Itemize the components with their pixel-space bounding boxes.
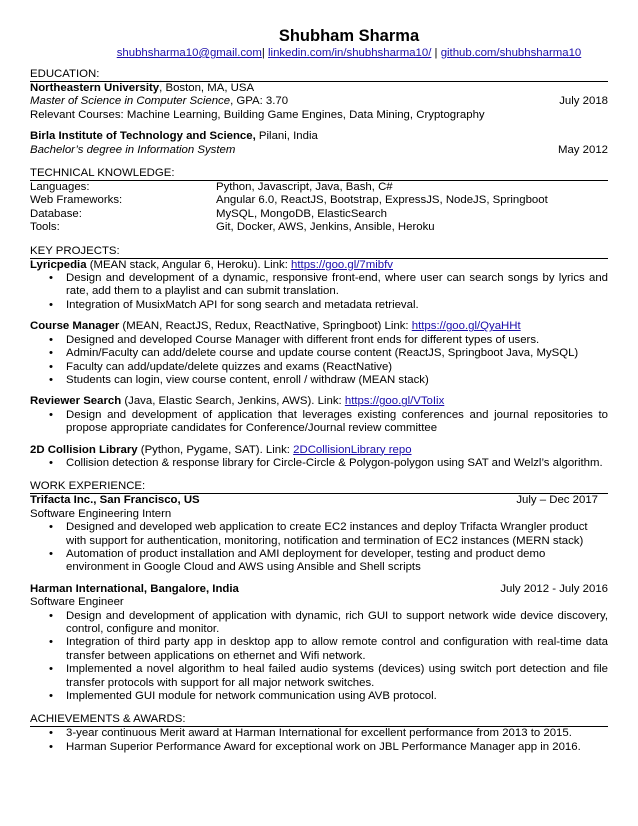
list-item: • Design and development of application that leverages existing conferences and journal repositories to propose appropriate candidates for Conference/Journal review committee — [49, 408, 608, 435]
github-link[interactable]: github.com/shubhsharma10 — [440, 47, 582, 59]
project-link[interactable]: https://goo.gl/7mibfv — [291, 258, 393, 271]
education-item — [30, 130, 608, 157]
project-tech: (MEAN, ReactJS, Redux, ReactNative, Springboot) Link: — [119, 320, 412, 333]
project-link[interactable]: https://goo.gl/QyaHHt — [411, 320, 521, 333]
separator: | — [261, 47, 265, 59]
list-item: • Designed and developed web application to create EC2 instances and deploy Trifacta Wrangler product with support for authentication, monitoring, notification and termination of EC2 instances (MERN stack) — [49, 521, 588, 547]
education-heading: EDUCATION: — [30, 68, 608, 82]
skills-table — [30, 181, 608, 235]
school-name: Northeastern University — [30, 82, 160, 94]
projects-heading: KEY PROJECTS: — [30, 245, 608, 259]
experience-heading: WORK EXPERIENCE: — [30, 480, 608, 494]
list-item: • Harman Superior Performance Award for exceptional work on JBL Performance Manager app in 2016. — [49, 740, 581, 753]
awards-heading: ACHIEVEMENTS & AWARDS: — [30, 713, 608, 727]
list-item: • Collision detection & response library for Circle-Circle & Polygon-polygon using SAT and Welzl’s algorithm. — [49, 456, 603, 469]
gpa: , GPA: 3.70 — [230, 95, 289, 108]
education-date: May 2012 — [557, 143, 608, 156]
skills-heading: TECHNICAL KNOWLEDGE: — [30, 167, 608, 181]
school-location: Pilani, India — [255, 130, 318, 143]
project-item — [30, 444, 608, 471]
list-item: • Automation of product installation and AMI deployment for developer, testing and product demo environment in Google Cloud and AWS using Ansible and Shell scripts — [49, 547, 546, 574]
resume-page — [30, 26, 608, 754]
skills-row: Tools: Git, Docker, AWS, Jenkins, Ansible, Heroku — [30, 221, 435, 234]
skills-row: Web Frameworks: Angular 6.0, ReactJS, Bootstrap, ExpressJS, NodeJS, Springboot — [30, 194, 548, 207]
project-title: Course Manager — [30, 320, 120, 333]
experience-item — [30, 494, 608, 574]
company-name: Harman International, Bangalore, India — [30, 582, 239, 595]
job-role: Software Engineer — [30, 596, 124, 609]
project-link[interactable]: 2DCollisionLibrary repo — [293, 443, 412, 456]
candidate-name: Shubham Sharma — [278, 27, 420, 45]
list-item: • Students can login, view course content, enroll / withdraw (MEAN stack) — [49, 373, 429, 386]
project-tech: (Java, Elastic Search, Jenkins, AWS). Link: — [121, 395, 345, 408]
education-item — [30, 82, 608, 122]
list-item: • 3-year continuous Merit award at Harman International for excellent performance from 2013 to 2015. — [49, 727, 572, 740]
list-item: • Admin/Faculty can add/delete course and update course content (ReactJS, Springboot Java, MySQL) — [49, 347, 579, 360]
job-role: Software Engineering Intern — [30, 507, 172, 520]
experience-date: July 2012 - July 2016 — [500, 582, 608, 595]
education-date: July 2018 — [559, 95, 608, 108]
experience-date: July – Dec 2017 — [516, 494, 598, 507]
list-item: • Integration of MusixMatch API for song search and metadata retrieval. — [49, 298, 419, 311]
skills-row: Database: MySQL, MongoDB, ElasticSearch — [30, 207, 387, 220]
project-tech: (Python, Pygame, SAT). Link: — [137, 443, 294, 456]
relevant-courses: Relevant Courses: Machine Learning, Building Game Engines, Data Mining, Cryptography — [30, 108, 485, 121]
list-item: • Implemented a novel algorithm to heal failed audio systems (devices) using switch port detection and file transfer protocols with support for all major network switches. — [49, 663, 608, 689]
email-link[interactable]: shubhsharma10@gmail.com — [116, 47, 262, 59]
list-item: • Implemented GUI module for network communication using AVB protocol. — [49, 690, 437, 703]
list-item: • Faculty can add/update/delete quizzes and exams (ReactNative) — [49, 360, 393, 373]
project-title: 2D Collision Library — [30, 443, 138, 456]
project-tech: (MEAN stack, Angular 6, Heroku). Link: — [86, 258, 292, 271]
project-link[interactable]: https://goo.gl/VToIix — [344, 395, 445, 408]
project-title: Reviewer Search — [30, 395, 122, 408]
project-item — [30, 259, 608, 313]
degree: Bachelor’s degree in Information System — [30, 143, 236, 156]
linkedin-link[interactable]: linkedin.com/in/shubhsharma10/ — [268, 47, 432, 59]
project-item — [30, 395, 608, 435]
school-location: , Boston, MA, USA — [159, 82, 255, 94]
list-item: • Designed and developed Course Manager with different front ends for different types of users. — [49, 333, 540, 346]
list-item: • Integration of third party app in desktop app to allow remote control and configuration with real-time data transfer between applications on ethernet and Wifi network. — [49, 636, 608, 662]
skills-row: Languages: Python, Javascript, Java, Bash, C# — [30, 181, 393, 194]
contact-line — [90, 46, 608, 60]
project-item — [30, 320, 608, 387]
experience-item — [30, 583, 608, 704]
degree: Master of Science in Computer Science — [30, 95, 231, 108]
school-name: Birla Institute of Technology and Science, — [30, 130, 256, 143]
list-item: • Design and development of application with dynamic, rich GUI to support network wide device discovery, control, configure and monitor. — [49, 609, 608, 635]
project-title: Lyricpedia — [30, 258, 87, 271]
company-name: Trifacta Inc., San Francisco, US — [30, 494, 200, 507]
list-item: • Design and development of a dynamic, responsive front-end, where user can search songs by lyrics and rate, add them to a playlist and can submit translation. — [49, 272, 608, 298]
separator: | — [434, 47, 438, 59]
